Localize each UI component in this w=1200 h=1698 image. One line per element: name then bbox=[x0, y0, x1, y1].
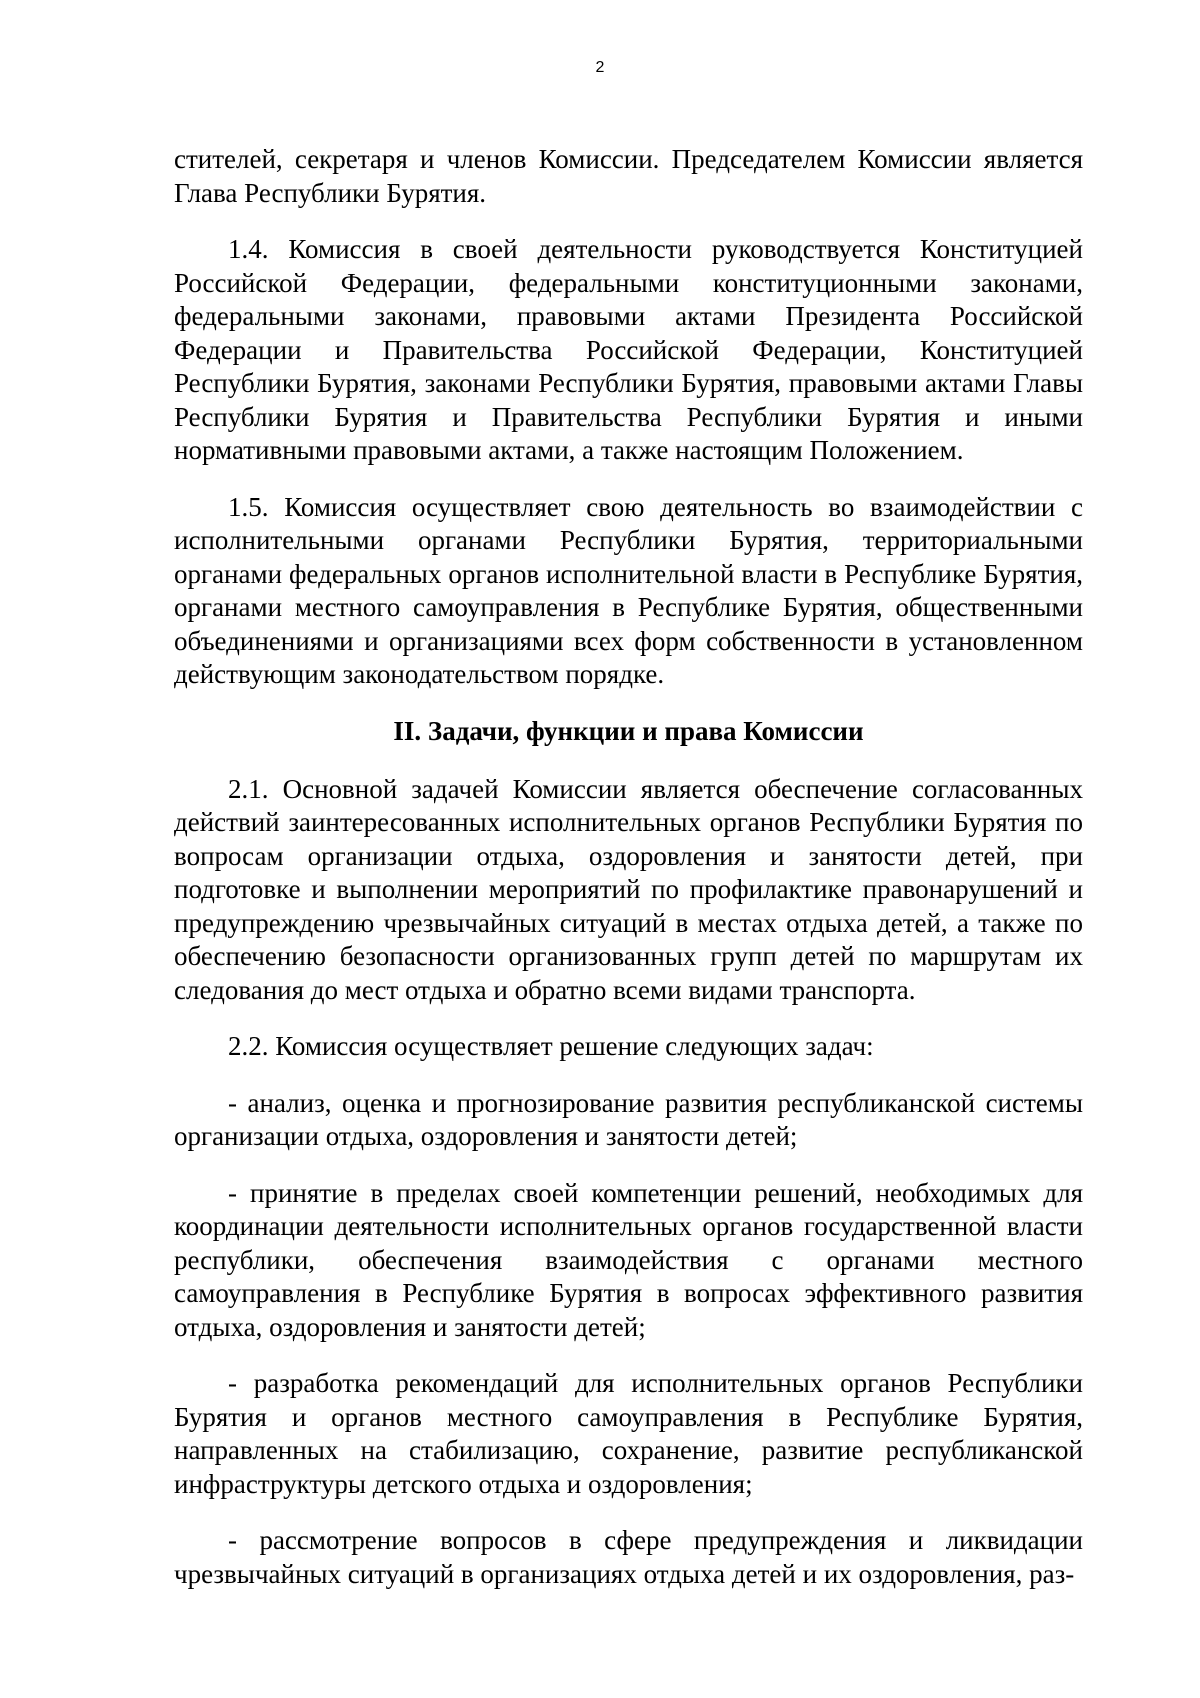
paragraph-2-1: 2.1. Основной задачей Комиссии является обеспечение согласованных действий заинтересованных исполнительных органов Республики Бурятия по вопросам организации отдыха, оздоровления и занятости детей, при подготовке и выполнении мероприятий по профилактике правонарушений и предупреждению чрезвычайных ситуаций в местах отдыха детей, а также по обеспечению безопасности организованных групп детей по маршрутам их следования до мест отдыха и обратно всеми видами транспорта. bbox=[174, 773, 1083, 1005]
list-item-recommendations: - разработка рекомендаций для исполнительных органов Республики Бурятия и органов местного самоуправления в Республике Бурятия, направленных на стабилизацию, сохранение, развитие республиканской инфраструктуры детского отдыха и оздоровления; bbox=[174, 1368, 1083, 1499]
document-body bbox=[174, 143, 1083, 1614]
section-heading: II. Задачи, функции и права Комиссии bbox=[393, 715, 864, 746]
paragraph-continuation: стителей, секретаря и членов Комиссии. Председателем Комиссии является Глава Республики Бурятия. bbox=[174, 144, 1083, 208]
paragraph-2-2: 2.2. Комиссия осуществляет решение следующих задач: bbox=[228, 1031, 874, 1061]
paragraph-1-4: 1.4. Комиссия в своей деятельности руководствуется Конституцией Российской Федерации, федеральными конституционными законами, федеральными законами, правовыми актами Президента Российской Федерации и Правительства Российской Федерации, Конституцией Республики Бурятия, законами Республики Бурятия, правовыми актами Главы Республики Бурятия и Правительства Республики Бурятия и иными нормативными правовыми актами, а также настоящим Положением. bbox=[174, 234, 1083, 465]
list-item-emergencies: - рассмотрение вопросов в сфере предупреждения и ликвидации чрезвычайных ситуаций в организациях отдыха детей и их оздоровления, раз- bbox=[174, 1525, 1083, 1589]
list-item-analysis: - анализ, оценка и прогнозирование развития республиканской системы организации отдыха, оздоровления и занятости детей; bbox=[174, 1087, 1083, 1151]
list-item-decisions: - принятие в пределах своей компетенции решений, необходимых для координации деятельности исполнительных органов государственной власти республики, обеспечения взаимодействия с органами местного самоуправления в Республике Бурятия в вопросах эффективного развития отдыха, оздоровления и занятости детей; bbox=[174, 1177, 1083, 1342]
paragraph-1-5: 1.5. Комиссия осуществляет свою деятельность во взаимодействии с исполнительными органами Республики Бурятия, территориальными органами федеральных органов исполнительной власти в Республике Бурятия, органами местного самоуправления в Республике Бурятия, общественными объединениями и организациями всех форм собственности в установленном действующим законодательством порядке. bbox=[174, 491, 1083, 689]
page-number: 2 bbox=[595, 59, 605, 76]
